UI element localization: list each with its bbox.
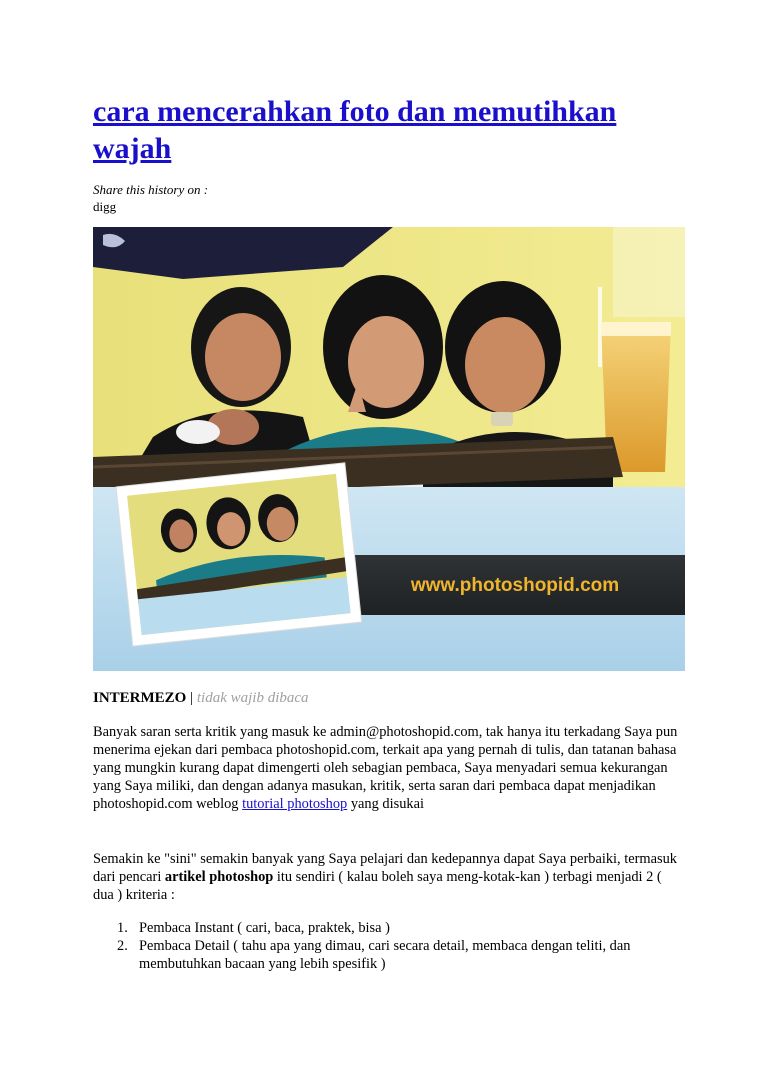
- artikel-photoshop-bold: artikel photoshop: [164, 869, 274, 885]
- paragraph-readers-text: Semakin ke "sini" semakin banyak yang Saya pelajari dan kedepannya dapat Saya perbaiki, termasuk dari pencari: [93, 851, 677, 885]
- list-item-number: 1.: [117, 920, 128, 936]
- list-item: [93, 919, 683, 937]
- intermezo-heading: [93, 689, 309, 707]
- paragraph-feedback: [93, 723, 683, 813]
- paragraph-feedback-text: Banyak saran serta kritik yang masuk ke admin@photoshopid.com, tak hanya itu terkadang Saya pun menerima ejekan dari pembaca photoshopid.com, terkait apa yang pernah di tulis, dan tatanan bahasa yang mungkin kurang dapat dimengerti oleh sebagian pembaca, Saya menyadari semua kekurangan yang Saya miliki, dan dengan adanya masukan, kritik, serta saran dari pembaca dapat menjadikan photoshopid.com weblog: [93, 724, 678, 812]
- list-item-text: Pembaca Detail ( tahu apa yang dimau, cari secara detail, membaca dengan teliti, dan membutuhkan bacaan yang lebih spesifik ): [139, 938, 631, 972]
- share-label: Share this history on :: [93, 182, 209, 197]
- paragraph-readers: [93, 850, 683, 904]
- page-title[interactable]: cara mencerahkan foto dan memutihkan wajah: [93, 95, 617, 165]
- photo-watermark: www.photoshopid.com: [410, 575, 620, 596]
- intermezo-separator: |: [186, 690, 197, 706]
- digg-link[interactable]: digg: [93, 199, 117, 214]
- intermezo-label: INTERMEZO: [93, 690, 187, 706]
- tutorial-photoshop-link[interactable]: tutorial photoshop: [242, 796, 348, 812]
- list-item-number: 2.: [117, 938, 128, 954]
- intermezo-note: tidak wajib dibaca: [196, 690, 309, 706]
- paragraph-feedback-tail: yang disukai: [347, 796, 424, 812]
- article-photo: [93, 227, 685, 671]
- paragraph-readers-tail: itu sendiri ( kalau boleh saya meng-kotak-kan ) terbagi menjadi 2 ( dua ) kriteria :: [93, 869, 662, 903]
- list-item-text: Pembaca Instant ( cari, baca, praktek, bisa ): [139, 920, 390, 936]
- list-item: [93, 937, 683, 973]
- criteria-list: [93, 919, 683, 973]
